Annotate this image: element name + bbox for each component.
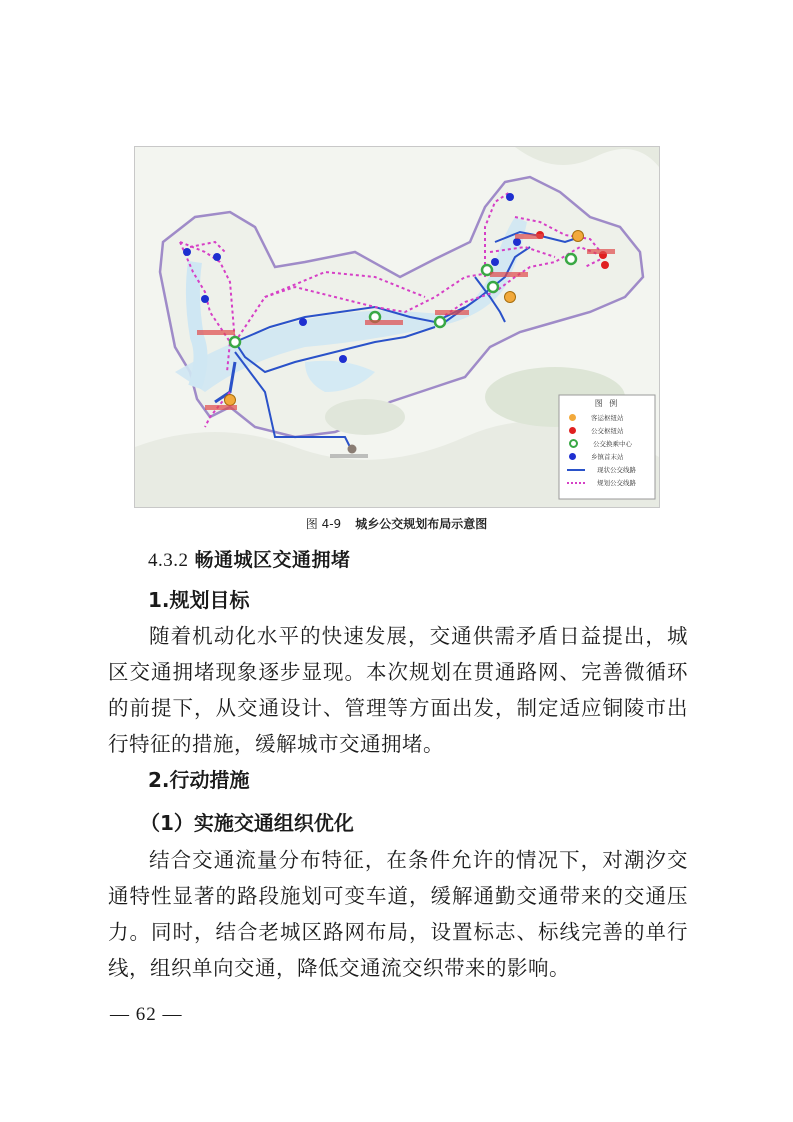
- action-item-heading: （1）实施交通组织优化: [140, 811, 354, 835]
- legend-panel: [559, 395, 655, 499]
- orange-dot-icon: [569, 414, 576, 421]
- legend-item-label: 乡镇首末站: [591, 453, 624, 461]
- green-ring-icon: [569, 439, 578, 448]
- figure-title: 城乡公交规划布局示意图: [355, 517, 488, 531]
- subsection-1-heading: 1.规划目标: [148, 588, 250, 612]
- legend-item: [559, 476, 655, 489]
- figure-number: 图 4-9: [305, 517, 342, 531]
- paragraph-text: 结合交通流量分布特征，在条件允许的情况下，对潮汐交通特性显著的路段施划可变车道，缓解通勤交通带来的交通压力。同时，结合老城区路网布局，设置标志、标线完善的单行线，组织单向交通，降低交通流交织带来的影响。: [108, 848, 688, 980]
- legend-item: [559, 450, 655, 463]
- legend-item: [559, 463, 655, 476]
- transit-plan-map: [134, 146, 660, 508]
- subsection-2-paragraph: [108, 842, 688, 986]
- red-dot-icon: [569, 427, 576, 434]
- legend-item: [559, 411, 655, 424]
- legend-item-label: 公交换乘中心: [593, 440, 632, 448]
- section-title: 畅通城区交通拥堵: [194, 549, 351, 571]
- hills: [325, 399, 405, 435]
- section-heading: [148, 545, 351, 572]
- blue-dot-icon: [569, 453, 576, 460]
- section-number: 4.3.2: [148, 550, 189, 571]
- legend-items: [559, 411, 655, 489]
- page-number: — 62 —: [110, 1004, 183, 1025]
- figure-caption: [0, 515, 793, 532]
- legend-item: [559, 437, 655, 450]
- legend-item-label: 现状公交线路: [597, 466, 636, 474]
- legend-item: [559, 424, 655, 437]
- legend-item-label: 规划公交线路: [597, 479, 636, 487]
- legend-item-label: 公交枢纽站: [591, 427, 624, 435]
- legend-title: 图 例: [594, 399, 620, 408]
- subsection-1-paragraph: [108, 618, 688, 762]
- subsection-2-heading: 2.行动措施: [148, 768, 250, 792]
- magenta-dotted-line-icon: [567, 482, 585, 484]
- paragraph-text: 随着机动化水平的快速发展，交通供需矛盾日益提出，城区交通拥堵现象逐步显现。本次规划在贯通路网、完善微循环的前提下，从交通设计、管理等方面出发，制定适应铜陵市出行特征的措施，缓解城市交通拥堵。: [108, 624, 688, 756]
- blue-line-icon: [567, 469, 585, 471]
- legend-item-label: 客运枢纽站: [591, 414, 624, 422]
